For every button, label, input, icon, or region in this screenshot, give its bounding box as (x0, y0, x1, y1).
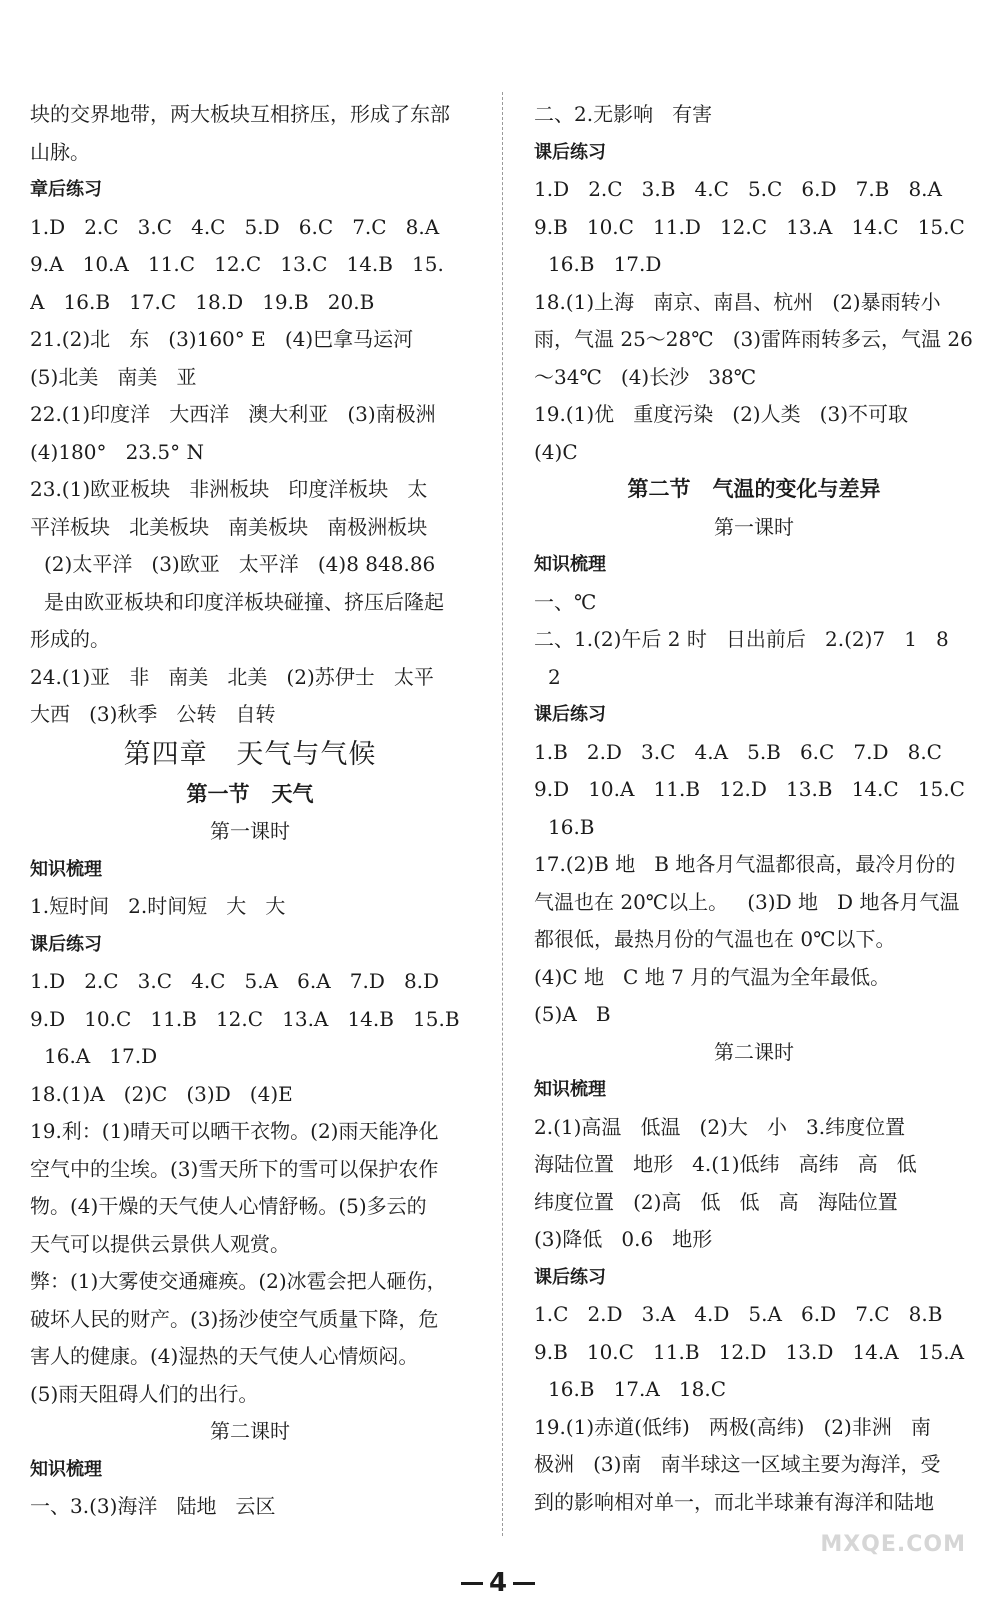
right-column (534, 96, 974, 1521)
answer-line: 害人的健康。(4)湿热的天气使人心情烦闷。 (30, 1344, 419, 1368)
answer-line: 9.A 10.A 11.C 12.C 13.C 14.B 15. (30, 252, 444, 276)
lesson-title: 第二课时 (210, 1419, 290, 1443)
answer-line: (4)C (534, 439, 578, 464)
answer-line: 19.(1)优 重度污染 (2)人类 (3)不可取 (534, 402, 909, 426)
answer-line: 天气可以提供云景供人观赏。 (30, 1231, 290, 1256)
subsection-heading: 课后练习 (534, 141, 606, 163)
answer-line: 9.B 10.C 11.D 12.C 13.A 14.C 15.C (534, 214, 965, 239)
answer-line: 形成的。 (30, 627, 110, 651)
answer-line: 2 (548, 664, 561, 689)
answer-line: (3)降低 0.6 地形 (534, 1227, 713, 1251)
answer-line: 都很低，最热月份的气温也在 0℃以下。 (534, 927, 896, 951)
page-number-text: 4 (488, 1568, 508, 1598)
answer-line: 1.短时间 2.时间短 大 大 (30, 894, 286, 918)
answer-line: 雨，气温 25～28℃ (3)雷阵雨转多云，气温 26 (534, 327, 973, 351)
answer-line: 一、3.(3)海洋 陆地 云区 (30, 1494, 276, 1518)
lesson-title: 第一课时 (210, 819, 290, 843)
section-title: 第二节 气温的变化与差异 (627, 477, 881, 501)
answer-line: (5)A B (534, 1002, 611, 1026)
answer-line: 16.B (548, 814, 595, 839)
answer-line: (5)北美 南美 亚 (30, 364, 197, 389)
answer-line: 到的影响相对单一，而北半球兼有海洋和陆地 (534, 1489, 934, 1514)
subsection-heading: 课后练习 (534, 704, 606, 725)
answer-line: 17.(2)B 地 B 地各月气温都很高，最冷月份的 (534, 852, 956, 876)
answer-line: (4)180° 23.5° N (30, 439, 204, 464)
subsection-heading: 知识梳理 (534, 554, 606, 575)
answer-line: 9.D 10.A 11.B 12.D 13.B 14.C 15.C (534, 777, 965, 801)
answer-line: 9.B 10.C 11.B 12.D 13.D 14.A 15.A (534, 1339, 965, 1364)
answer-line: 2.(1)高温 低温 (2)大 小 3.纬度位置 (534, 1114, 906, 1139)
answer-line: 18.(1)上海 南京、南昌、杭州 (2)暴雨转小 (534, 289, 941, 314)
answer-line: 破坏人民的财产。(3)扬沙使空气质量下降，危 (30, 1306, 439, 1331)
answer-line: (5)雨天阻碍人们的出行。 (30, 1381, 259, 1406)
subsection-heading: 知识梳理 (534, 1079, 606, 1100)
subsection-heading: 知识梳理 (30, 858, 102, 880)
answer-line: (2)太平洋 (3)欧亚 太平洋 (4)8 848.86 (44, 552, 436, 576)
dash-right (513, 1582, 535, 1585)
lesson-title: 第一课时 (714, 514, 794, 539)
dash-left (461, 1582, 483, 1585)
answer-line: 24.(1)亚 非 南美 北美 (2)苏伊士 太平 (30, 664, 434, 689)
answer-line: ～34℃ (4)长沙 38℃ (534, 364, 757, 389)
answer-line: 物。(4)干燥的天气使人心情舒畅。(5)多云的 (30, 1194, 427, 1218)
answer-line: 16.B 17.D (548, 252, 662, 276)
answer-line: 1.B 2.D 3.C 4.A 5.B 6.C 7.D 8.C (534, 739, 942, 764)
answer-line: 大西 (3)秋季 公转 自转 (30, 702, 276, 726)
watermark: MXQE.COM (820, 1532, 966, 1557)
page-number (0, 1566, 996, 1600)
answer-line: 气温也在 20℃以上。 (3)D 地 D 地各月气温 (534, 889, 960, 914)
answer-line: A 16.B 17.C 18.D 19.B 20.B (30, 289, 375, 314)
column-divider (502, 92, 503, 1536)
subsection-heading: 知识梳理 (30, 1458, 102, 1480)
answer-line: 平洋板块 北美板块 南美板块 南极洲板块 (30, 514, 428, 539)
answer-line: 是由欧亚板块和印度洋板块碰撞、挤压后隆起 (44, 589, 444, 614)
answer-line: 极洲 (3)南 南半球这一区域主要为海洋，受 (534, 1452, 941, 1476)
answer-line: 1.D 2.C 3.C 4.C 5.A 6.A 7.D 8.D (30, 969, 440, 993)
answer-line: 块的交界地带，两大板块互相挤压，形成了东部 (30, 102, 450, 126)
answer-line: 一、℃ (534, 589, 597, 614)
answer-line: 山脉。 (30, 139, 90, 164)
subsection-heading: 课后练习 (30, 933, 102, 955)
answer-line: 21.(2)北 东 (3)160° E (4)巴拿马运河 (30, 327, 414, 351)
answer-line: 19.利：(1)晴天可以晒干衣物。(2)雨天能净化 (30, 1119, 439, 1143)
answer-line: 16.B 17.A 18.C (548, 1377, 727, 1401)
left-column (30, 96, 470, 1526)
answer-line: 空气中的尘埃。(3)雪天所下的雪可以保护农作 (30, 1156, 439, 1181)
answer-line: 9.D 10.C 11.B 12.C 13.A 14.B 15.B (30, 1006, 460, 1031)
subsection-heading: 课后练习 (534, 1266, 606, 1288)
answer-line: 1.D 2.C 3.B 4.C 5.C 6.D 7.B 8.A (534, 177, 942, 201)
answer-line: 弊：(1)大雾使交通瘫痪。(2)冰雹会把人砸伤， (30, 1269, 447, 1293)
answer-line: 1.C 2.D 3.A 4.D 5.A 6.D 7.C 8.B (534, 1302, 943, 1326)
lesson-title: 第二课时 (714, 1039, 794, 1064)
answer-line: 海陆位置 地形 4.(1)低纬 高纬 高 低 (534, 1152, 917, 1176)
answer-line: 纬度位置 (2)高 低 低 高 海陆位置 (534, 1189, 898, 1214)
subsection-heading: 章后练习 (30, 179, 102, 200)
answer-line: 23.(1)欧亚板块 非洲板块 印度洋板块 太 (30, 477, 428, 501)
answer-line: 1.D 2.C 3.C 4.C 5.D 6.C 7.C 8.A (30, 214, 440, 239)
answer-line: 19.(1)赤道(低纬) 两极(高纬) (2)非洲 南 (534, 1414, 931, 1439)
chapter-title: 第四章 天气与气候 (123, 738, 377, 770)
section-title: 第一节 天气 (186, 781, 314, 806)
answer-line: 二、1.(2)午后 2 时 日出前后 2.(2)7 1 8 (534, 627, 949, 651)
answer-line: 22.(1)印度洋 大西洋 澳大利亚 (3)南极洲 (30, 402, 436, 426)
answer-line: 二、2.无影响 有害 (534, 102, 713, 126)
answer-line: 16.A 17.D (44, 1044, 158, 1068)
answer-line: 18.(1)A (2)C (3)D (4)E (30, 1081, 293, 1106)
answer-line: (4)C 地 C 地 7 月的气温为全年最低。 (534, 964, 891, 989)
